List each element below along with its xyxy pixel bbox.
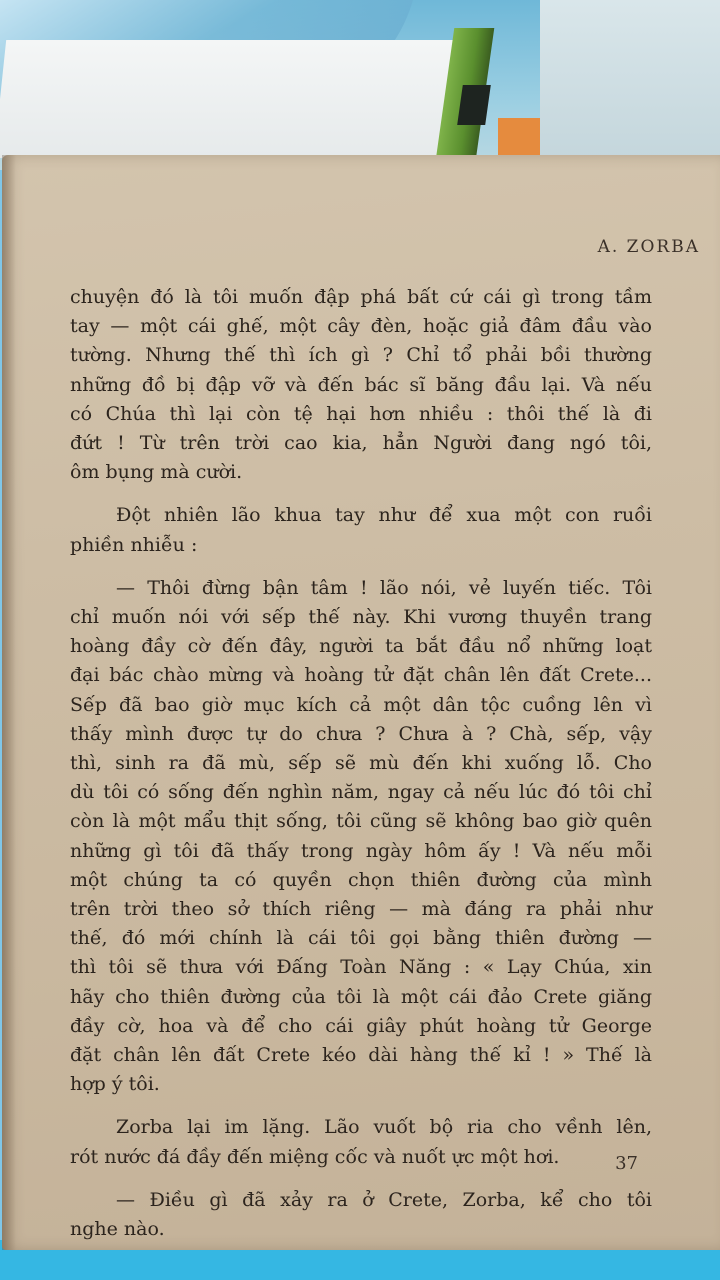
text-line: hoàng đầy cờ đến đây, người ta bắt đầu nổ những loạt [70,635,652,658]
text-line: đặt chân lên đất Crete kéo dài hàng thế kỉ ! » Thế là [70,1044,652,1067]
paragraph-gap [70,1099,652,1113]
paragraph [70,1113,652,1171]
text-line: còn là một mẩu thịt sống, tôi cũng sẽ không bao giờ quên [70,810,652,833]
text-line: đứt ! Từ trên trời cao kia, hẳn Người đang ngó tôi, [70,432,652,455]
paragraph-gap [70,487,652,501]
text-line: phiền nhiễu : [70,533,198,556]
text-line: Zorba lại im lặng. Lão vuốt bộ ria cho vềnh lên, [116,1116,652,1139]
text-line: những đồ bị đập vỡ và đến bác sĩ băng đầu lại. Và nếu [70,373,652,396]
page-gutter-shadow [2,155,16,1250]
text-line: Đột nhiên lão khua tay như để xua một con ruồi [116,504,652,527]
text-line: chuyện đó là tôi muốn đập phá bất cứ cái gì trong tầm [70,286,652,308]
orange-book-corner [498,118,546,158]
text-line: thì, sinh ra đã mù, sếp sẽ mù đến khi xuống lỗ. Cho [70,752,652,775]
paragraph [70,574,652,1100]
text-line: trên trời theo sở thích riêng — mà đáng ra phải như [70,898,652,921]
text-line: đại bác chào mừng và hoàng tử đặt chân lên đất Crete... [70,664,652,687]
text-line: rót nước đá đầy đến miệng cốc và nuốt ực một hơi. [70,1145,560,1168]
paragraph [70,501,652,559]
text-line: thế, đó mới chính là cái tôi gọi bằng thiên đường — [70,927,652,950]
text-line: hợp ý tôi. [70,1073,160,1096]
page-number: 37 [615,1153,638,1174]
text-line: thì tôi sẽ thưa với Đấng Toàn Năng : « Lạy Chúa, xin [70,956,652,979]
text-line: một chúng ta có quyền chọn thiên đường của mình [70,868,652,891]
text-line: ôm bụng mà cười. [70,461,243,484]
black-book-band [457,85,491,125]
text-line: thấy mình được tự do chưa ? Chưa à ? Chà, sếp, vậy [70,722,652,745]
text-line: chỉ muốn nói với sếp thế này. Khi vương thuyền trang [70,606,652,629]
paragraph [70,283,652,487]
text-line: tường. Nhưng thế thì ích gì ? Chỉ tổ phải bồi thường [70,344,652,367]
text-line: dù tôi có sống đến nghìn năm, ngay cả nếu lúc đó tôi chỉ [70,781,652,804]
book-page [2,155,720,1250]
text-line: những gì tôi đã thấy trong ngày hôm ấy ! Và nếu mỗi [70,839,652,862]
text-line: đầy cờ, hoa và để cho cái giây phút hoàng tử George [70,1014,652,1037]
text-line: Sếp đã bao giờ mục kích cả một dân tộc cuồng lên vì [70,693,652,716]
text-line: — Thôi đừng bận tâm ! lão nói, vẻ luyến tiếc. Tôi [116,576,652,599]
body-text [70,283,652,1244]
text-line: — Điều gì đã xảy ra ở Crete, Zorba, kể cho tôi [116,1188,652,1211]
paragraph-gap [70,1172,652,1186]
white-book-cover [0,40,478,158]
text-line: tay — một cái ghế, một cây đèn, hoặc giả đâm đầu vào [70,315,652,338]
text-line: có Chúa thì lại còn tệ hại hơn nhiều : thôi thế là đi [70,402,652,425]
background-wall [540,0,720,160]
paragraph-gap [70,560,652,574]
paragraph [70,1186,652,1244]
text-line: hãy cho thiên đường của tôi là một cái đảo Crete giăng [70,985,652,1008]
text-line: nghe nào. [70,1218,165,1241]
running-header: A. ZORBA [597,237,700,257]
